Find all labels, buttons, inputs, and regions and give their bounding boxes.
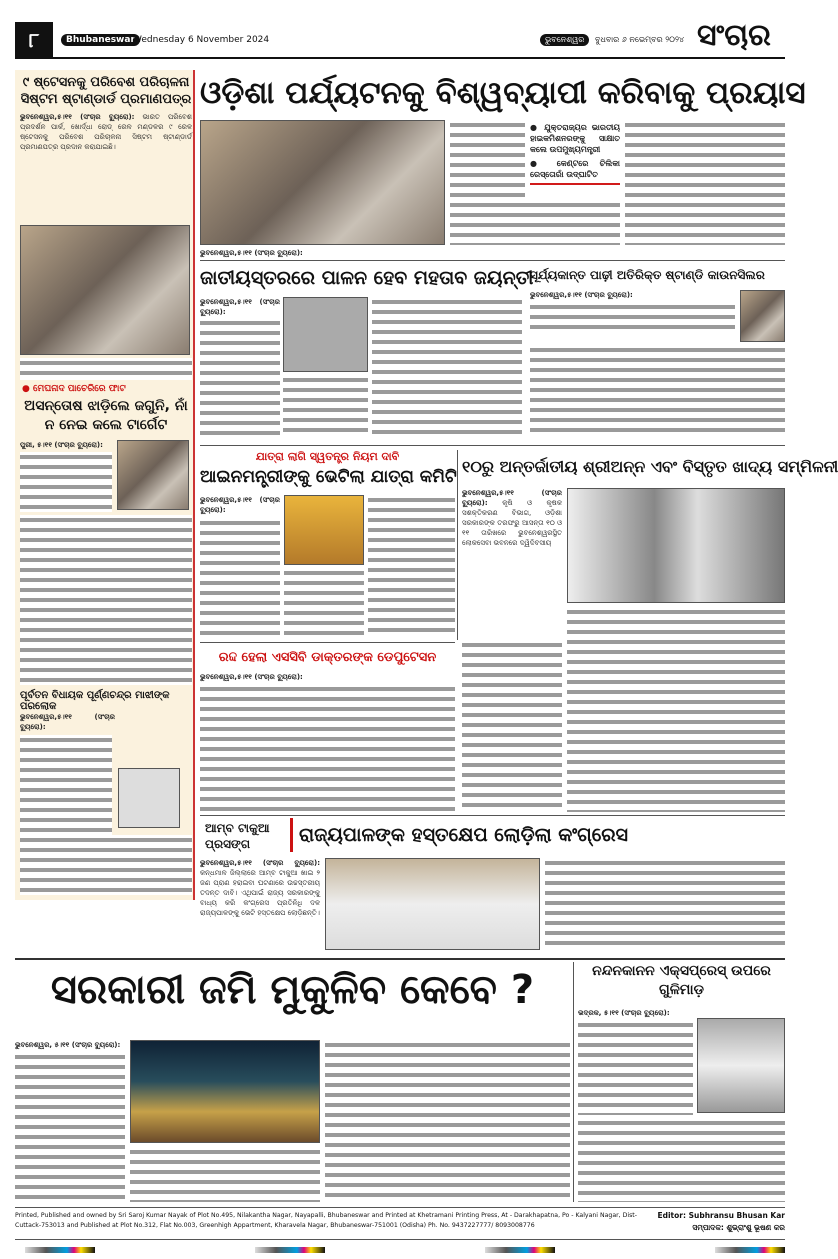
headline-stations: ୯ ଷ୍ଟେସନକୁ ପରିବେଶ ପରିଚାଳନା ସିଷ୍ଟମ ଷ୍ଟାଣ୍ଡାର୍ଡ ପ୍ରମାଣପତ୍ର — [20, 75, 192, 107]
headline-surya: ସୂର୍ଯ୍ୟକାନ୍ତ ପାଢ଼ୀ ଅତିରିକ୍ତ ଷ୍ଟାଣ୍ଡି କାଉନସିଲର — [530, 268, 765, 282]
photo-srianna-event — [567, 488, 785, 603]
text-block — [625, 120, 785, 245]
text-block — [530, 345, 785, 438]
dateline: ପୁରୀ, ୫।୧୧ (ସଂଚାର ବ୍ୟୁରୋ): — [20, 441, 103, 449]
dateline: ଭୁବନେଶ୍ୱର,୫।୧୧ (ସଂଚାର ବ୍ୟୁରୋ): — [200, 859, 320, 867]
photo-high-commissioner — [200, 120, 445, 245]
headline-purnachandra: ପୂର୍ବତନ ବିଧାୟକ ପୂର୍ଣ୍ଣଚନ୍ଦ୍ର ମାଝୀଙ୍କ ପରଲୋକ — [20, 690, 170, 712]
article-stations-body — [20, 112, 192, 222]
divider — [457, 450, 458, 640]
text-block — [284, 568, 364, 638]
bullet-icon: ● — [22, 384, 33, 394]
photo-railway-certificate — [20, 225, 190, 355]
page-number: ୮ — [15, 22, 53, 58]
dateline: ଭୁବନେଶ୍ୱର,୫।୧୧ (ସଂଚାର ବ୍ୟୁରୋ): — [530, 291, 633, 299]
kicker-meghnad — [22, 384, 126, 394]
text-block — [450, 200, 620, 245]
photo-congress-governor — [325, 858, 540, 950]
text-block — [462, 640, 562, 812]
headline-jaguni: ଅସନ୍ତୋଷ ଝାଡ଼ିଲେ ଜଗୁନି, ନାଁ ନ ନେଇ କଲେ ଟାର୍ଗେଟ — [24, 398, 188, 433]
text-block — [372, 297, 522, 438]
logo: ସଂଚାର — [697, 18, 771, 53]
text-block — [368, 495, 455, 638]
text-block — [20, 452, 112, 512]
text-block — [20, 735, 112, 835]
masthead — [15, 18, 785, 59]
text-block — [578, 1020, 693, 1115]
text-block — [200, 684, 455, 812]
text-block — [20, 835, 192, 895]
editor-en: Editor: Subhransu Bhusan Kar — [657, 1211, 785, 1220]
dateline: ଭୁବନେଶ୍ୱର,୫।୧୧ (ସଂଚାର ବ୍ୟୁରୋ): — [20, 713, 115, 731]
editor-or: ସମ୍ପାଦକ: ଶୁଭ୍ରାଂଶୁ ଭୂଷଣ କର — [692, 1223, 785, 1232]
photo-mahatab — [283, 297, 368, 372]
divider — [200, 260, 785, 261]
footer — [15, 1207, 785, 1240]
text-block — [200, 518, 280, 638]
text-block — [578, 1118, 785, 1202]
headline-yatra: ଆଇନମନ୍ତ୍ରୀଙ୍କୁ ଭେଟିଲା ଯାତ୍ରା କମିଟି — [200, 467, 457, 487]
dateline: ଭୁବନେଶ୍ୱର,୫।୧୧ (ସଂଚାର ବ୍ୟୁରୋ): — [200, 496, 280, 514]
photo-train-window — [697, 1018, 785, 1113]
text-block — [567, 607, 785, 812]
date-or: ବୁଧବାର ୬ ନଭେମ୍ବର ୨୦୨୪ — [595, 35, 685, 44]
text-block — [545, 858, 785, 950]
dateline: ଭଦ୍ରକ, ୫।୧୧ (ସଂଚାର ବ୍ୟୁରୋ): — [578, 1009, 670, 1017]
color-registration-bar — [25, 1247, 785, 1253]
headline-congress: ରାଜ୍ୟପାଳଙ୍କ ହସ୍ତକ୍ଷେପ ଲୋଡ଼ିଲା କଂଗ୍ରେସ — [290, 818, 785, 852]
dateline: ଭୁବନେଶ୍ୱର,୫।୧୧ (ସଂଚାର ବ୍ୟୁରୋ): — [462, 489, 562, 507]
article-congress-body — [200, 858, 320, 948]
lead-headline: ଓଡ଼ିଶା ପର୍ଯ୍ୟଟନକୁ ବିଶ୍ୱବ୍ୟାପୀ କରିବାକୁ ପ୍ରୟାସ — [200, 75, 806, 111]
highlight-item: ● କେଣ୍ଟରେ ଚିଲିକା ରେସ୍ତୋରାଁ ଉଦ୍‌ଘାଟିତ — [530, 159, 620, 179]
text-block — [20, 358, 192, 380]
dateline: ଭୁବନେଶ୍ୱର,୫।୧୧ (ସଂଚାର ବ୍ୟୁରୋ): — [200, 673, 303, 681]
date-en: Wednesday 6 November 2024 — [133, 35, 270, 45]
dateline: ଭୁବନେଶ୍ୱର,୫।୧୧ (ସଂଚାର ବ୍ୟୁରୋ): — [200, 249, 303, 257]
divider — [15, 958, 785, 960]
photo-law-minister — [284, 495, 364, 565]
text-block — [530, 302, 735, 332]
kicker-text: ମେଘନାଦ ପାଚେରିରେ ଫାଟ — [33, 384, 126, 394]
headline-srianna: ୧୦ରୁ ଅନ୍ତର୍ଜାତୀୟ ଶ୍ରୀଅନ୍ନ ଏବଂ ବିସ୍ତୃତ ଖାଦ୍ୟ ସମ୍ମିଳନୀ — [462, 457, 838, 476]
city-or-badge: ଭୁବନେଶ୍ୱର — [540, 34, 589, 46]
divider — [573, 962, 574, 1202]
headline-train: ନନ୍ଦନକାନନ ଏକ୍ସପ୍ରେସ୍ ଉପରେ ଗୁଳିମାଡ଼ — [592, 963, 771, 998]
dateline: ଭୁବନେଶ୍ୱର,୫।୧୧ (ସଂଚାର ବ୍ୟୁରୋ): — [20, 113, 135, 121]
text-block — [325, 1040, 570, 1202]
article-srianna-body — [462, 488, 562, 638]
kicker-yatra: ଯାତ୍ରା ଲାଗି ସ୍ୱତନ୍ତ୍ର ନିୟମ ଦାବି — [255, 450, 400, 463]
highlight-item: ● ଯୁକ୍ତରାଜ୍ୟର ଭାରତୀୟ ହାଇକମିଶନରଙ୍କୁ ସାକ୍ଷାତ କଲେ ଉପମୁଖ୍ୟମନ୍ତ୍ରୀ — [530, 123, 620, 154]
divider — [200, 815, 785, 816]
photo-building — [130, 1040, 320, 1143]
dateline: ଭୁବନେଶ୍ୱର,୫।୧୧ (ସଂଚାର ବ୍ୟୁରୋ): — [200, 298, 280, 316]
text-block — [20, 515, 192, 685]
headline-mahatab: ଜାତୀୟସ୍ତରରେ ପାଳନ ହେବ ମହତାବ ଜୟନ୍ତୀ — [200, 267, 534, 289]
highlight-text: କେଣ୍ଟରେ ଚିଲିକା ରେସ୍ତୋରାଁ ଉଦ୍‌ଘାଟିତ — [530, 159, 620, 179]
highlights-box — [530, 122, 620, 185]
imprint: Printed, Published and owned by Sri Saroj Kumar Nayak of Plot No.495, Nilakantha Nagar, Nayapalli, Bhubaneswar and Printed at Khetramani Printing Press, At - Darakhapatna, Po - Kalyani Nagar, Dist-Cuttack-753013 and Published at Plot No.312, Flat No.003, Greenhigh Appartment, Kharavela Nagar, Bhubaneswar-751001 (Odisha) Ph. No. 9437227777/ 8093008776 — [15, 1212, 637, 1229]
text-block — [200, 318, 280, 438]
headline-scb: ରଦ୍ଦ ହେଲା ଏସସିବି ଡାକ୍ତରଙ୍କ ଡେପୁଟେସନ — [218, 650, 437, 665]
photo-politician — [117, 440, 189, 510]
kicker-mango: ଆମ୍ବ ଟାକୁଆ ପ୍ରସଙ୍ଗ — [205, 821, 270, 851]
dateline: ଭୁବନେଶ୍ୱର, ୫।୧୧ (ସଂଚାର ବ୍ୟୁରୋ): — [15, 1041, 121, 1049]
divider — [200, 445, 785, 446]
photo-purnachandra — [118, 768, 180, 828]
article-body: କୃଷି ଓ କୃଷକ ସଶକ୍ତିକରଣ ବିଭାଗ, ଓଡ଼ିଶା ସରକାରଙ୍କ ତରଫରୁ ଆସନ୍ତା ୧୦ ଓ ୧୧ ତାରିଖରେ ଭୁବନେଶ୍ୱରସ୍ଥିତ ଲୋକସେବା ଭବନରେ ଦ୍ୱିଦିବସୀୟ — [462, 499, 563, 547]
highlight-text: ଯୁକ୍ତରାଜ୍ୟର ଭାରତୀୟ ହାଇକମିଶନରଙ୍କୁ ସାକ୍ଷାତ କଲେ ଉପମୁଖ୍ୟମନ୍ତ୍ରୀ — [530, 123, 620, 154]
divider — [200, 642, 455, 643]
text-block — [130, 1147, 320, 1202]
text-block — [283, 375, 368, 438]
photo-surya — [740, 290, 785, 342]
article-body: ଭାରତ ପରିବେଶ ପ୍ରଦର୍ଶନ ପାର୍କ, ଖୋର୍ଦ୍ଧା ରୋଡ୍ ରେଳ ମଣ୍ଡଳର ୯ ରେଳ ଷ୍ଟେସନକୁ ପରିବେଶ ପରିଚାଳନା ସିଷ୍ଟମ ଷ୍ଟାଣ୍ଡାର୍ଡ ପ୍ରମାଣପତ୍ର ପ୍ରଦାନ କରାଯାଇଛି। — [20, 113, 192, 151]
article-body: କନ୍ଧମାଳ ଜିଲ୍ଲାରେ ଆମ୍ବ ଟାକୁଆ ଖାଇ ୨ ଜଣ ପ୍ରାଣ ହରାଇବା ଘଟଣାରେ ଉଚ୍ଚସ୍ତରୀୟ ତଦନ୍ତ ଦାବି। ଏଥିପାଇଁ ରାଜ୍ୟ ସରକାରଙ୍କୁ ବାଧ୍ୟ କରି କଂଗ୍ରେସ ପ୍ରତିନିଧି ଦଳ ରାଜ୍ୟପାଳଙ୍କୁ ଭେଟି ହସ୍ତକ୍ଷେପ ଲୋଡ଼ିଛନ୍ତି। — [200, 869, 320, 917]
text-block — [15, 1052, 125, 1202]
city-en-badge: Bhubaneswar — [61, 34, 140, 46]
headline-land: ସରକାରୀ ଜମି ମୁକୁଳିବ କେବେ ? — [50, 967, 535, 1013]
